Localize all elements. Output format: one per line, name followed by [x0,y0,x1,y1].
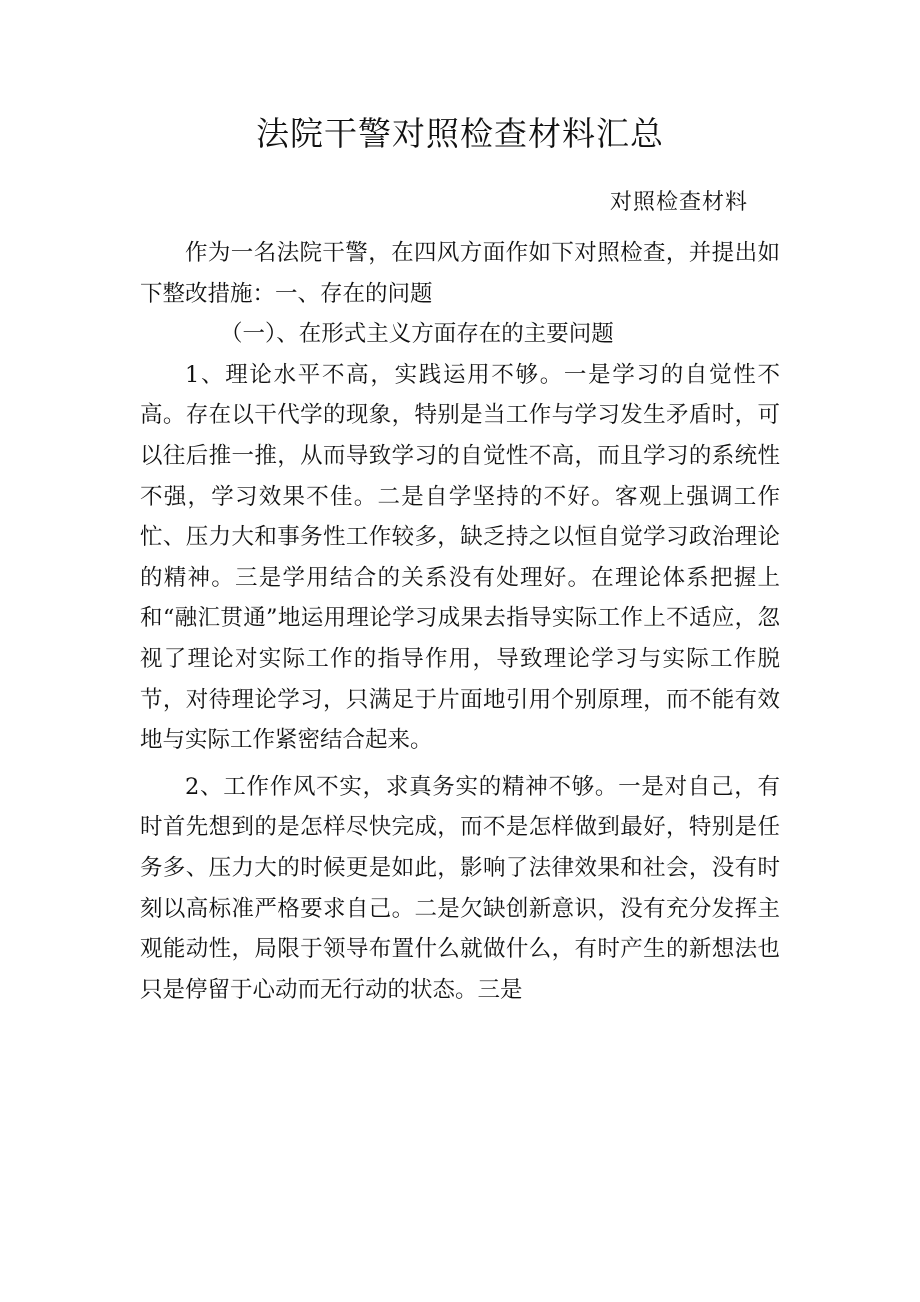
paragraph-intro: 作为一名法院干警，在四风方面作如下对照检查，并提出如下整改措施：一、存在的问题 [140,240,780,307]
paragraph-item-2: 2、工作作风不实，求真务实的精神不够。一是对自己，有时首先想到的是怎样尽快完成，而不是怎样做到最好，特别是任务多、压力大的时候更是如此，影响了法律效果和社会，没有时刻以高标准严格要求自己。二是欠缺创新意识，没有充分发挥主观能动性，局限于领导布置什么就做什么，有时产生的新想法也只是停留于心动而无行动的状态。三是 [140,773,780,1003]
document-title: 法院干警对照检查材料汇总 [256,114,664,153]
document-body [140,233,780,1010]
paragraph-item-1: 1、理论水平不高，实践运用不够。一是学习的自觉性不高。存在以干代学的现象，特别是当工作与学习发生矛盾时，可以往后推一推，从而导致学习的自觉性不高，而且学习的系统性不强，学习效果不佳。二是自学坚持的不好。客观上强调工作忙、压力大和事务性工作较多，缺乏持之以恒自觉学习政治理论的精神。三是学用结合的关系没有处理好。在理论体系把握上和“融汇贯通”地运用理论学习成果去指导实际工作上不适应，忽视了理论对实际工作的指导作用，导致理论学习与实际工作脱节，对待理论学习，只满足于片面地引用个别原理，而不能有效地与实际工作紧密结合起来。 [140,361,780,754]
document-subtitle: 对照检查材料 [610,190,749,215]
section-heading: （一）、在形式主义方面存在的主要问题 [220,321,614,348]
